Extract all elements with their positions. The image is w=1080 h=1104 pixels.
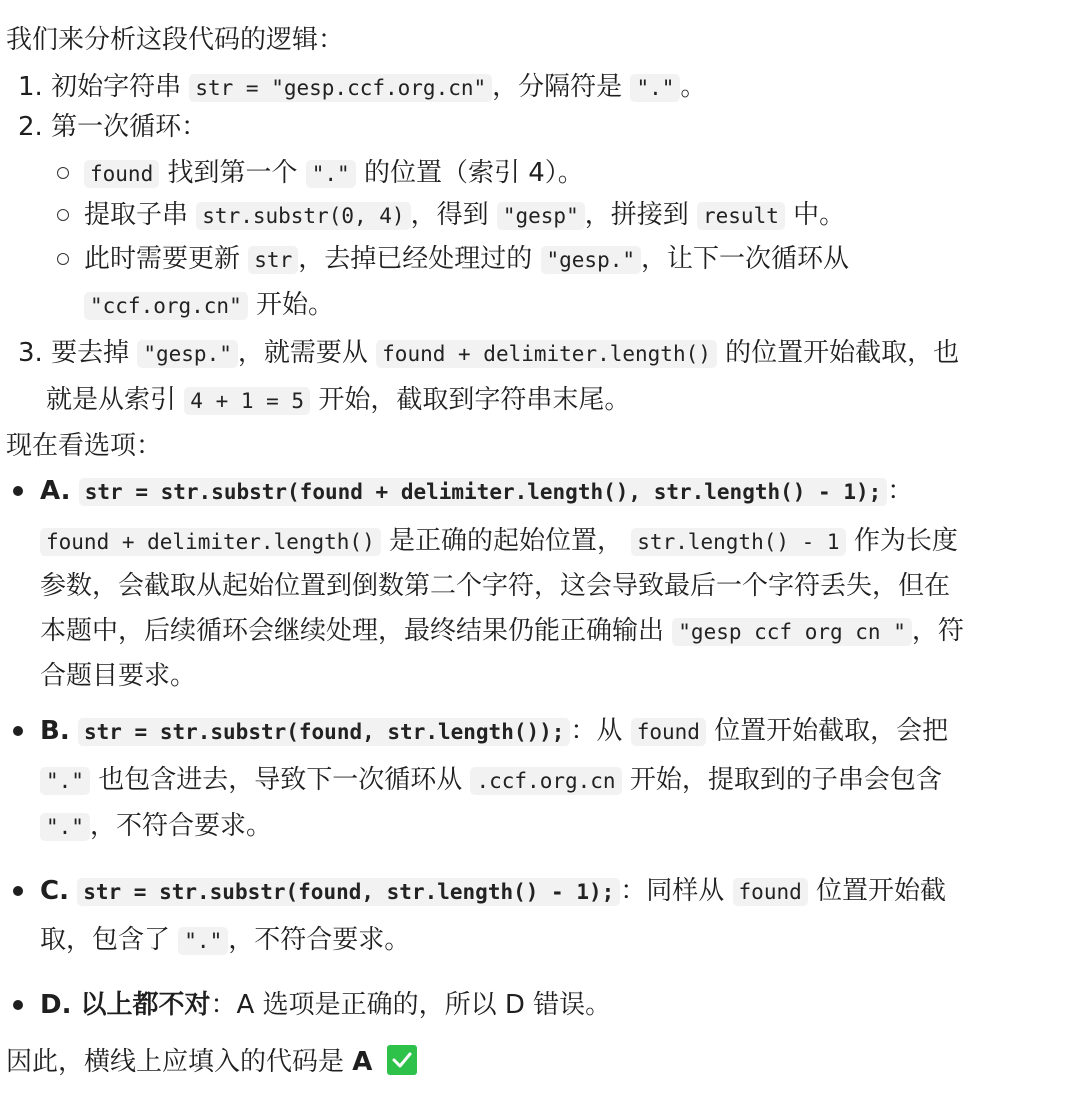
- step-1-text: 初始字符串: [51, 72, 182, 102]
- bullet-dot-icon: [13, 1000, 23, 1010]
- option-a-text-3: 本题中，后续循环会继续处理，最终结果仍能正确输出: [40, 616, 665, 646]
- intro-text: 我们来分析这段代码的逻辑：: [6, 25, 345, 55]
- option-c-text: ：同样从: [620, 876, 725, 906]
- code-dot: ".": [40, 813, 90, 841]
- step-3-text-4: 就是从索引: [46, 385, 177, 415]
- step-3-cont: [46, 380, 630, 421]
- code-gesp: "gesp": [497, 202, 585, 230]
- option-b-text-3: 也包含进去，导致下一次循环从: [98, 765, 463, 795]
- option-b-line-3: [40, 806, 272, 847]
- option-a-code: str = str.substr(found + delimiter.length(), str.length() - 1);: [79, 478, 888, 506]
- option-b-label: B.: [40, 716, 70, 746]
- sub-bullet-3-text-2: ，去掉已经处理过的: [298, 244, 533, 274]
- answer-letter: A: [352, 1047, 373, 1077]
- sub-bullet-2-text: 提取子串: [84, 200, 189, 230]
- sub-bullet-3-cont: [84, 285, 334, 326]
- code-gesp-dot: "gesp.": [541, 246, 642, 274]
- code-dot: ".": [40, 767, 90, 795]
- sub-bullet-2-text-4: 中。: [793, 200, 846, 230]
- sub-bullet-1-text-2: 的位置（索引 4）。: [363, 158, 584, 188]
- option-c-code: str = str.substr(found, str.length() - 1);: [77, 878, 620, 906]
- option-d-label: D. 以上都不对: [40, 990, 211, 1020]
- option-b: [40, 711, 948, 752]
- code-found-plus-length: found + delimiter.length(): [376, 340, 717, 368]
- conclusion-text: 因此，横线上应填入的代码是: [6, 1047, 345, 1077]
- option-a-line-4: [40, 611, 964, 652]
- code-str: str: [248, 246, 298, 274]
- option-a-colon: ：: [887, 476, 914, 506]
- conclusion: [6, 1042, 417, 1082]
- sub-bullet-2: [84, 195, 845, 236]
- option-a: [40, 471, 913, 512]
- step-2-text: 第一次循环：: [51, 112, 208, 142]
- option-c-text-4: ，不符合要求。: [228, 925, 411, 955]
- step-1-text-2: ，分隔符是: [492, 72, 623, 102]
- step-2: [18, 107, 207, 147]
- option-c-text-3: 取，包含了: [40, 925, 171, 955]
- code-output: "gesp ccf org cn ": [672, 618, 912, 646]
- step-3: [18, 333, 959, 374]
- sub-bullet-3-text-3: ，让下一次循环从: [641, 244, 850, 274]
- code-gesp-dot: "gesp.": [137, 340, 238, 368]
- code-found: found: [631, 718, 706, 746]
- step-3-text: 要去掉: [51, 338, 130, 368]
- option-b-text-5: ，不符合要求。: [89, 811, 272, 841]
- step-2-number: 2.: [18, 112, 43, 142]
- bullet-circle-icon: [57, 167, 69, 179]
- check-mark-icon: [387, 1045, 417, 1075]
- option-b-text-4: 开始，提取到的子串会包含: [629, 765, 942, 795]
- option-d-text: ：A 选项是正确的，所以 D 错误。: [210, 990, 612, 1020]
- sub-bullet-3-text-4: 开始。: [255, 290, 334, 320]
- option-d: [40, 985, 611, 1025]
- option-a-line-2: [40, 521, 958, 562]
- bullet-dot-icon: [13, 726, 23, 736]
- option-b-text: ：从: [570, 716, 623, 746]
- code-found: found: [84, 160, 159, 188]
- bullet-circle-icon: [57, 253, 69, 265]
- option-c-label: C.: [40, 876, 69, 906]
- option-b-text-2: 位置开始截取，会把: [714, 716, 949, 746]
- option-a-text: 是正确的起始位置，: [389, 526, 624, 556]
- option-a-text-4: ，符: [911, 616, 964, 646]
- bullet-circle-icon: [57, 209, 69, 221]
- sub-bullet-2-text-3: ，拼接到: [584, 200, 689, 230]
- code-dot: ".": [306, 160, 356, 188]
- option-a-label: A.: [40, 476, 71, 506]
- code-length-minus-1: str.length() - 1: [631, 528, 845, 556]
- step-3-text-3: 的位置开始截取，也: [725, 338, 960, 368]
- code-result: result: [697, 202, 785, 230]
- option-a-line-5: 合题目要求。: [40, 661, 197, 691]
- option-a-line-3: 参数，会截取从起始位置到倒数第二个字符，这会导致最后一个字符丢失，但在: [40, 571, 951, 601]
- code-delimiter: ".": [630, 74, 680, 102]
- bullet-dot-icon: [13, 886, 23, 896]
- step-3-text-5: 开始，截取到字符串末尾。: [318, 385, 631, 415]
- sub-bullet-1: [84, 153, 584, 194]
- code-found-plus-length: found + delimiter.length(): [40, 528, 381, 556]
- code-substr: str.substr(0, 4): [196, 202, 410, 230]
- option-c-text-2: 位置开始截: [816, 876, 947, 906]
- code-found: found: [733, 878, 808, 906]
- code-dot: ".": [178, 927, 228, 955]
- code-index-calc: 4 + 1 = 5: [184, 387, 310, 415]
- option-c-line-2: [40, 920, 410, 961]
- bullet-dot-icon: [13, 486, 23, 496]
- step-1: [18, 67, 706, 108]
- option-a-text-2: 作为长度: [853, 526, 958, 556]
- step-3-number: 3.: [18, 338, 43, 368]
- sub-bullet-2-text-2: ，得到: [410, 200, 489, 230]
- step-3-text-2: ，就需要从: [237, 338, 368, 368]
- options-intro: 现在看选项：: [6, 431, 163, 461]
- sub-bullet-3: [84, 239, 849, 280]
- sub-bullet-1-text: 找到第一个: [167, 158, 298, 188]
- code-ccf-org-cn: .ccf.org.cn: [470, 767, 621, 795]
- code-str-init: str = "gesp.ccf.org.cn": [189, 74, 492, 102]
- step-1-number: 1.: [18, 72, 43, 102]
- option-c: [40, 871, 946, 912]
- sub-bullet-3-text: 此时需要更新: [84, 244, 241, 274]
- option-b-code: str = str.substr(found, str.length());: [78, 718, 570, 746]
- code-ccf: "ccf.org.cn": [84, 292, 248, 320]
- step-1-text-3: 。: [680, 72, 707, 102]
- option-b-line-2: [40, 760, 942, 801]
